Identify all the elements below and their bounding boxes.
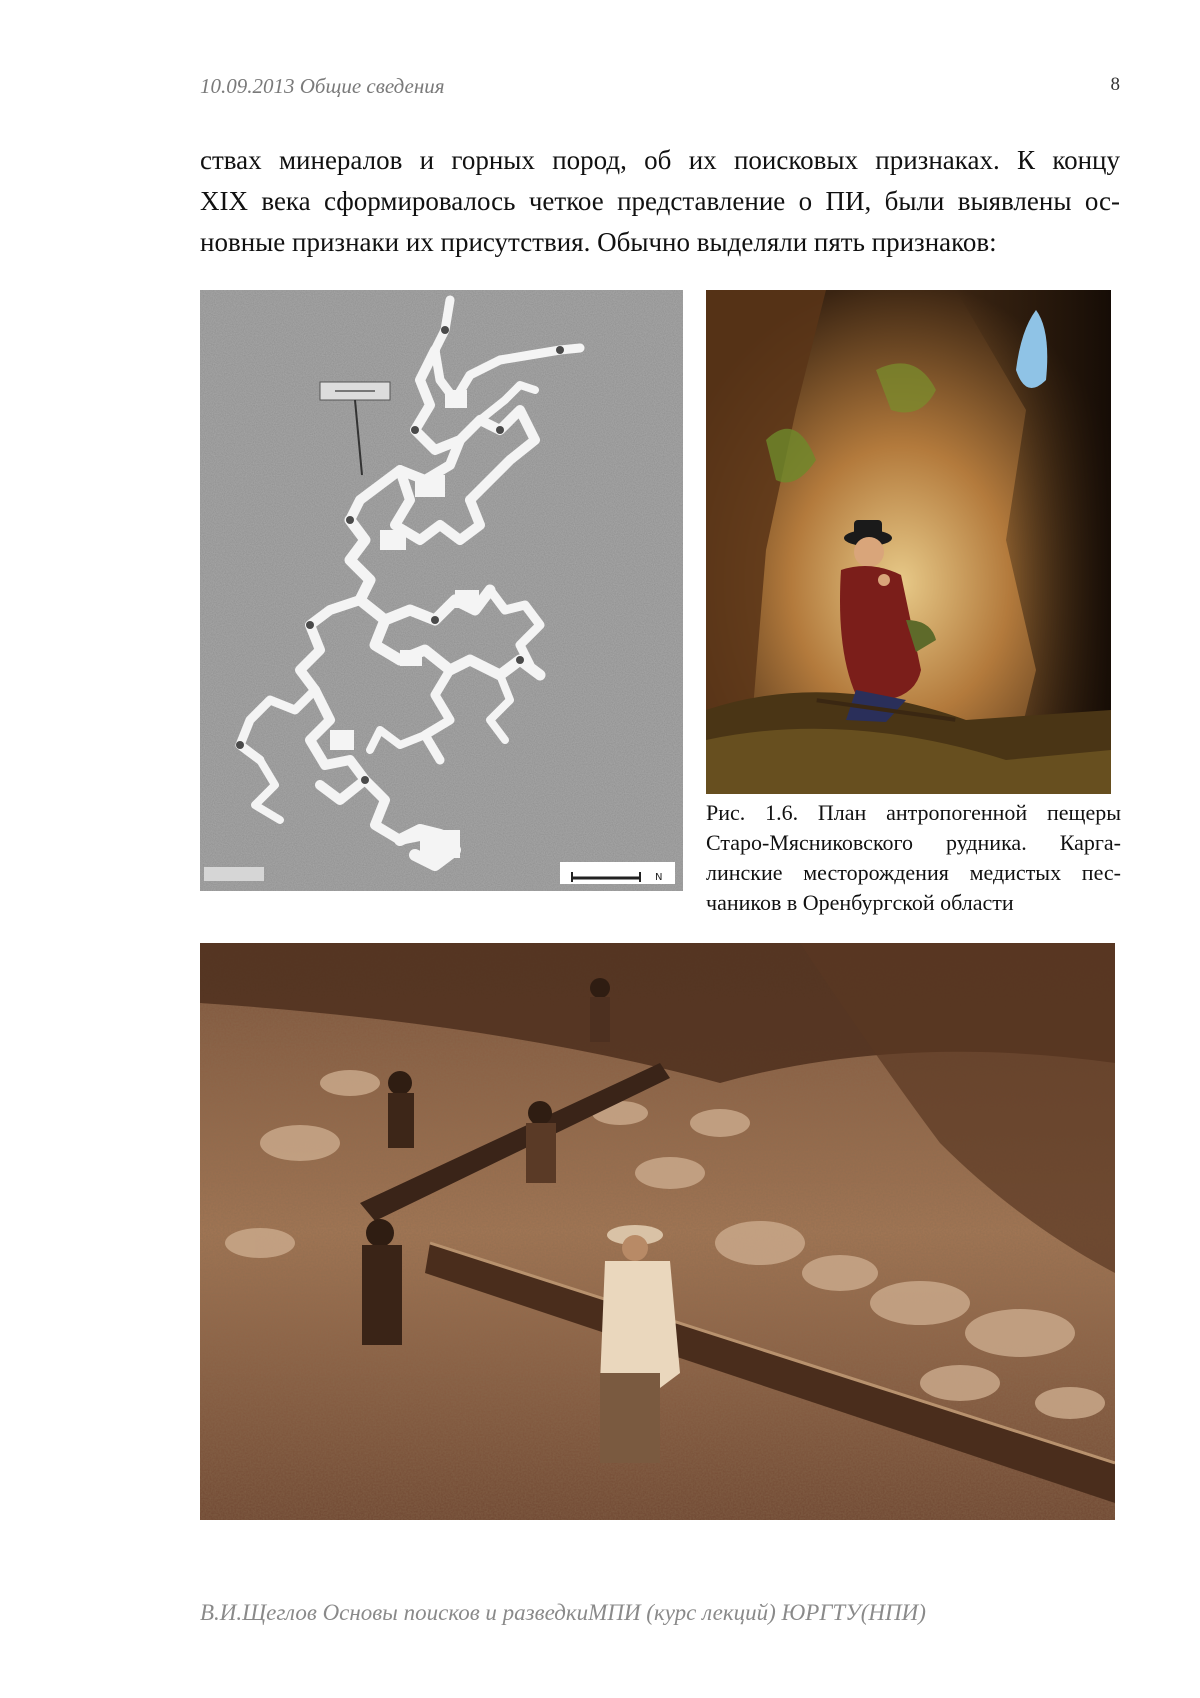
- caption-line: линские месторождения медистых пес-: [706, 860, 1121, 885]
- body-line: ствах минералов и горных пород, об их поисковых признаках. К концу: [200, 145, 1120, 175]
- miners-photo: [200, 943, 1115, 1520]
- body-line: новные признаки их присутствия. Обычно выделяли пять признаков:: [200, 227, 997, 257]
- page-number: 8: [1110, 74, 1120, 95]
- cave-plan-map: [200, 290, 683, 891]
- painting-image: [706, 290, 1111, 794]
- caption-line: Старо-Мясниковского рудника. Карга-: [706, 830, 1121, 855]
- figure-caption: [706, 798, 1121, 918]
- painting-figure: [706, 290, 1111, 794]
- miners-photo-figure: [200, 943, 1115, 1520]
- page-footer: В.И.Щеглов Основы поисков и разведкиМПИ (курс лекций) ЮРГТУ(НПИ): [200, 1600, 926, 1625]
- body-line: XIX века сформировалось четкое представление о ПИ, были выявлены ос-: [200, 186, 1120, 216]
- page-header: [200, 74, 1120, 104]
- caption-line: Рис. 1.6. План антропогенной пещеры: [706, 800, 1121, 825]
- header-title: 10.09.2013 Общие сведения: [200, 74, 445, 98]
- caption-line: чаников в Оренбургской области: [706, 890, 1014, 915]
- body-paragraph: [200, 140, 1120, 263]
- svg-text:N: N: [655, 872, 663, 883]
- cave-plan-figure: [200, 290, 683, 891]
